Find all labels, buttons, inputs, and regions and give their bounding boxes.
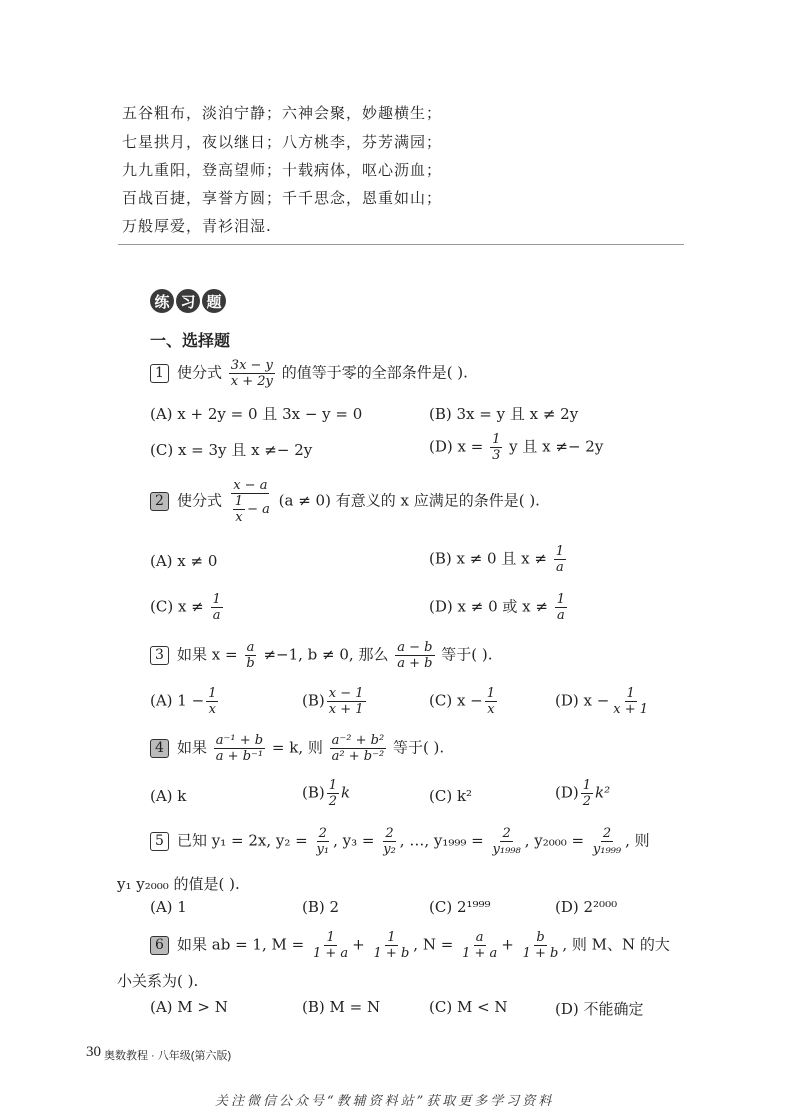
heading-char: 习 — [176, 289, 200, 313]
q5-option-c: (C) 2¹⁹⁹⁹ — [429, 898, 491, 916]
divider — [118, 244, 684, 245]
q4-option-d: (D) $\frac{1}{2}$ k² — [555, 778, 611, 809]
question-number: 6 — [150, 936, 169, 955]
q1-text-post: 的值等于零的全部条件是( ). — [281, 363, 468, 382]
q5-option-b: (B) 2 — [302, 898, 340, 916]
q5-line-2: y₁ y₂₀₀₀ 的值是( ). — [117, 875, 240, 893]
q1-option-b: (B) 3x = y 且 x ≠ 2y — [429, 405, 579, 423]
poem-line-1: 五谷粗布，淡泊宁静；六神会聚，妙趣横生； — [122, 104, 443, 122]
q3-option-a: (A) 1 − $\frac{1}{x}$ — [150, 686, 217, 717]
question-number: 5 — [150, 832, 169, 851]
q6-option-c: (C) M < N — [429, 998, 508, 1016]
poem-line-2: 七星拱月，夜以继日；八方桃李，芬芳满园； — [122, 133, 443, 151]
fraction: $\frac{3x - y}{x + 2y}$ — [230, 358, 273, 389]
page-number: 30 — [86, 1044, 101, 1060]
question-4: 4 如果 $\frac{\text{a⁻¹ + b}}{\text{a + b⁻¹}}$ = k, 则 $\frac{\text{a⁻² + b²}}{\text{a² + b⁻²}}$ 等于( ). — [150, 733, 444, 764]
poem-line-5: 万般厚爱，青衫泪湿. — [122, 217, 272, 235]
question-3: 3 如果 x = $\frac{a}{b}$ ≠−1, b ≠ 0, 那么 $\frac{a - b}{a + b}$ 等于( ). — [150, 640, 493, 671]
poem-line-3: 九九重阳，登高望师；十载病体，呕心沥血； — [122, 161, 443, 179]
question-5: 5 已知 y₁ = 2x, y₂ = $\frac{2}{\text{y₁}}$ , y₃ = $\frac{2}{\text{y₂}}$ , …, y₁₉₉₉ = $\frac{2}{\text{y₁₉₉₈}}$ , y₂₀₀₀ = $\frac{2}{\text{y₁₉₉₉}}$ , 则 — [150, 826, 650, 857]
q6-line-2: 小关系为( ). — [117, 972, 199, 990]
q1-option-c: (C) x = 3y 且 x ≠− 2y — [150, 441, 313, 459]
handwritten-watermark: 关注微信公众号“教辅资料站”获取更多学习资料 — [215, 1094, 555, 1109]
q5-option-a: (A) 1 — [150, 898, 187, 916]
question-number: 3 — [150, 646, 169, 665]
q6-option-b: (B) M = N — [302, 998, 381, 1016]
q1-option-a: (A) x + 2y = 0 且 3x − y = 0 — [150, 405, 363, 423]
q5-option-d: (D) 2²⁰⁰⁰ — [555, 898, 618, 916]
heading-char: 练 — [150, 289, 174, 313]
fraction: x − a $\frac{1}{x}$ − a — [233, 478, 270, 525]
section-title: 一、选择题 — [150, 331, 231, 350]
q1-option-d: (D) x = $\frac{1}{3}$ y 且 x ≠− 2y — [429, 432, 604, 463]
question-number: 4 — [150, 739, 169, 758]
book-title: 奥数教程 · 八年级(第六版) — [104, 1050, 232, 1062]
exercise-heading — [150, 289, 226, 313]
q1-text: 使分式 — [177, 363, 223, 382]
question-1 — [150, 358, 468, 389]
q3-option-d: (D) x − $\frac{1}{x + 1}$ — [555, 686, 649, 717]
q3-option-b: (B) $\frac{x - 1}{x + 1}$ — [302, 686, 364, 717]
question-number: 2 — [150, 492, 169, 511]
question-2: 2 使分式 x − a $\frac{1}{x}$ − a (a ≠ 0) 有意义的 x 应满足的条件是( ). — [150, 478, 540, 525]
q4-option-c: (C) k² — [429, 787, 473, 805]
q2-option-a: (A) x ≠ 0 — [150, 552, 218, 570]
q4-option-b: (B) $\frac{1}{2}$ k — [302, 778, 351, 809]
q3-option-c: (C) x − $\frac{1}{x}$ — [429, 686, 496, 717]
q6-option-d: (D) 不能确定 — [555, 1000, 644, 1018]
question-6: 6 如果 ab = 1, M = $\frac{1}{1 + a}$ + $\frac{1}{1 + b}$ , N = $\frac{a}{1 + a}$ + $\frac{b}{1 + b}$ , 则 M、N 的大 — [150, 930, 670, 961]
heading-char: 题 — [202, 289, 226, 313]
q6-option-a: (A) M > N — [150, 998, 228, 1016]
q2-option-c: (C) x ≠ $\frac{1}{a}$ — [150, 592, 221, 623]
q2-option-b: (B) x ≠ 0 且 x ≠ $\frac{1}{a}$ — [429, 544, 564, 575]
poem-line-4: 百战百捷，享誉方圆；千千思念，恩重如山； — [122, 189, 443, 207]
q2-option-d: (D) x ≠ 0 或 x ≠ $\frac{1}{a}$ — [429, 592, 566, 623]
question-number: 1 — [150, 364, 169, 383]
q4-option-a: (A) k — [150, 787, 187, 805]
